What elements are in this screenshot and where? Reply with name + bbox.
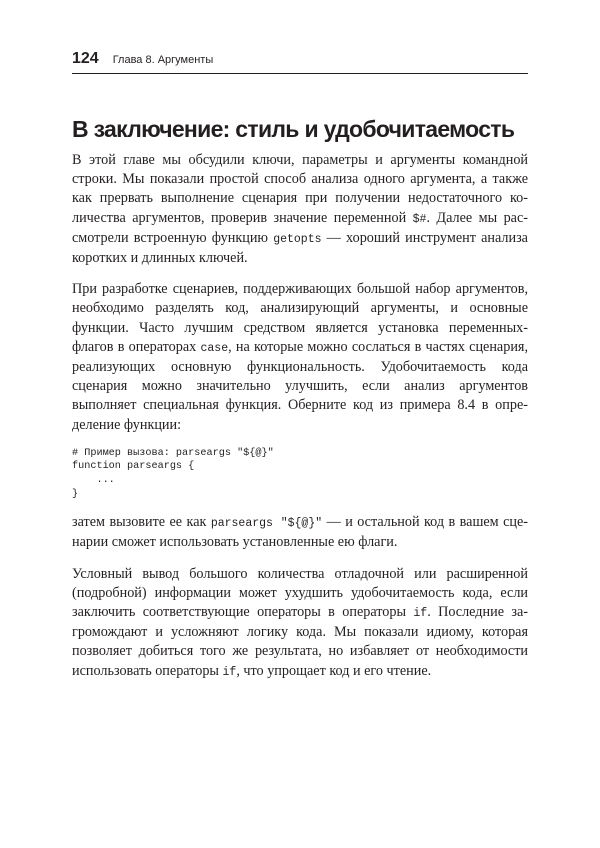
inline-code: getopts (273, 232, 322, 246)
body-text (72, 151, 528, 694)
paragraph-summary (72, 151, 528, 268)
chapter-title: Глава 8. Аргументы (112, 54, 214, 66)
inline-code: $# (412, 212, 427, 226)
text-run: Условный вывод большого количества отладочной или расширенной (подробной) информации может ухудшить удобочитаемость кода, если заключить соответствующие операторы в операторы (72, 565, 528, 621)
paragraph-argument-parsing (72, 280, 528, 435)
text-run: , на которые можно сослаться в частях сценария, реализующих основную функциональность. Удобочитаемость кода сценария можно значительно улучшить, если анализ аргументов выполняет специальная функция. Оберните код из примера 8.4 в определение функции: (72, 338, 528, 433)
text-run: , что упрощает код и его чтение. (236, 662, 432, 679)
inline-code: if (222, 665, 237, 679)
page-number: 124 (72, 50, 99, 67)
paragraph-call-function (72, 513, 528, 552)
text-run: При разработке сценариев, поддерживающих большой набор аргументов, необходимо разделять код, анализирующий аргументы, и основные функции. Часто лучшим средством является установка переменных-флагов в операторах (72, 281, 528, 355)
text-run: . Последние загромождают и усложняют логику кода. Мы показали идиому, которая позволяет добиться того же результата, но избавляет от необходимости использовать операторы (72, 604, 528, 679)
text-run: . Далее мы рассмотрели встроенную функцию (72, 209, 528, 246)
inline-code: if (413, 607, 428, 621)
text-run: — хороший инструмент анализа коротких и длинных ключей. (72, 229, 528, 267)
inline-code: case (200, 341, 229, 355)
code-listing: # Пример вызова: parseargs "${@}" function parseargs { ... } (72, 447, 274, 500)
running-header (72, 50, 528, 74)
paragraph-verbose-output (72, 565, 528, 682)
text-run: затем вызовите ее как (72, 514, 211, 531)
text-run: В этой главе мы обсудили ключи, параметры и аргументы командной строки. Мы показали простой способ анализа одного аргумента, а также как прервать выполнение сценария при получении недостаточного количества аргументов, проверив значение переменной (72, 152, 528, 226)
section-title: В заключение: стиль и удобочитаемость (72, 116, 515, 142)
text-run: — и остальной код в вашем сценарии сможет использовать установленные ею флаги. (72, 514, 529, 551)
inline-code: parseargs "${@}" (210, 517, 323, 531)
